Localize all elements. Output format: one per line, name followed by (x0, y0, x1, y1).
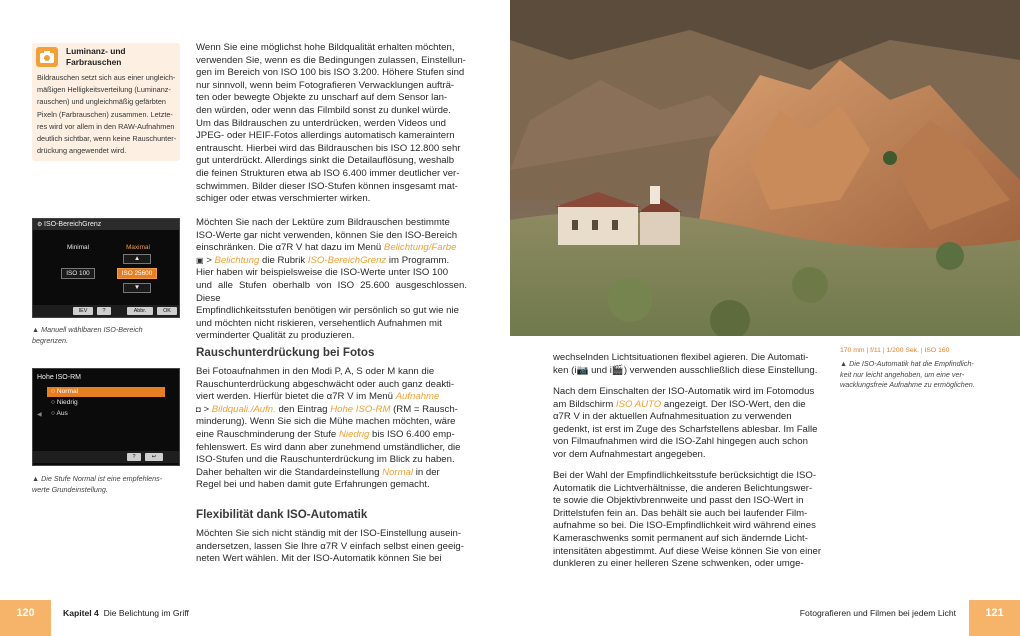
body-paragraph-3: Bei Fotoaufnahmen in den Modi P, A, S oder M kann die Rauschunterdrückung abgeschwächt oder auch ganz deakti- viert werden. Hierfür bietet die α7R V im Menü Aufnahme ◘ > Bildquali./Aufn. den Eintrag Hohe ISO-RM (RM = Rausch- minderung). Wenn Sie sich die Mühe machen möchten, wäre eine Rauschminderung der Stufe Niedrig bis ISO 6.400 emp- fehlenswert. Es wird dann aber zunehmend umständlicher, die ISO-Stufen und die Rauschunterdrückung im Blick zu haben. Daher behalten wir die Standardeinstellung Normal in der Regel bei und haben damit gute Erfahrungen gemacht. (196, 366, 461, 491)
screen-title: ⚙ ISO-BereichGrenz (33, 219, 179, 230)
heading-rauschunterdrueckung: Rauschunterdrückung bei Fotos (196, 346, 375, 359)
option-aus[interactable]: ○ Aus (51, 410, 68, 417)
cancel-button[interactable]: Abbr. (127, 307, 153, 315)
footer-chapter: Kapitel 4 Die Belichtung im Griff (63, 608, 189, 618)
footer-right-title: Fotografieren und Filmen bei jedem Licht (799, 608, 956, 618)
high-iso-nr-screen (32, 368, 180, 466)
body-paragraph-6: Nach dem Einschalten der ISO-Automatik wird im Fotomodus am Bildschirm ISO AUTO angezeigt. Der ISO-Wert, den die α7R V in der aktuellen Aufnahmesituation zu verwenden gedenkt, ist erst im Zuge des Scharfstellens ablesbar. Im Falle von Filmaufnahmen wird die ISO-Zahl hingegen auch schon vor dem Aufnahmestart angegeben. (553, 386, 818, 460)
tip-title: Luminanz- und Farbrauschen (66, 46, 126, 67)
right-page-number: 121 (969, 600, 1020, 636)
max-iso-field[interactable]: ISO 25600 (117, 268, 157, 279)
help-button[interactable]: ? (97, 307, 111, 315)
option-niedrig[interactable]: ○ Niedrig (51, 399, 78, 406)
maximal-label: Maximal (126, 244, 150, 251)
body-paragraph-4: Möchten Sie sich nicht ständig mit der ISO-Einstellung ausein- andersetzen, lassen Sie Ihre α7R V einfach selbst einen geeig- neten Wert wählen. Mit der ISO-Automatik können Sie bei (196, 528, 464, 565)
camera-icon (36, 47, 58, 67)
minimal-label: Minimal (66, 244, 89, 251)
help-button[interactable]: ? (127, 453, 141, 461)
body-paragraph-5: wechselnden Lichtsituationen flexibel agieren. Die Automati- ken (i📷 und i🎬) verwenden ausschließlich diese Einstellung. (553, 352, 818, 376)
iso-range-screen (32, 218, 180, 318)
body-paragraph-1: Wenn Sie eine möglichst hohe Bildqualität erhalten möchten, verwenden Sie, wenn es die Bedingungen zulassen, Einstellun- gen im Bereich von ISO 100 bis ISO 3.200. Höhere Stufen sind nur sinnvoll, wenn beim Fotografieren Verwacklungen aufträ- ten oder bewegte Objekte zu unscharf auf dem Sensor lan- den würden, oder wenn das Filmbild sonst zu dunkel würde. Um das Bildrauschen zu unterdrücken, werden Videos und JPEG- oder HEIF-Fotos allerdings automatisch kameraintern entrauscht. Hierbei wird das Bildrauschen bis ISO 12.800 sehr gut unterdrückt. Allerdings sinkt die Detailauflösung, weshalb die feinen Strukturen etwa ab ISO 6.400 immer deutlicher ver- schwimmen. Bilder dieser ISO-Stufen können insgesamt mat- schiger oder etwas verschmierter wirken. (196, 42, 466, 205)
min-iso-field[interactable]: ISO 100 (61, 268, 95, 279)
back-button[interactable]: ↩ (145, 453, 163, 461)
body-paragraph-2: Möchten Sie nach der Lektüre zum Bildrauschen bestimmte ISO-Werte gar nicht verwenden, können Sie den ISO-Bereich einschränken. Die α7R V hat dazu im Menü Belichtung/Farbe ▣ > Belichtung die Rubrik ISO-BereichGrenz im Programm. Hier haben wir beispielsweise die ISO-Werte unter ISO 100 und alle Stufen oberhalb von ISO 25.600 ausgeschlossen. Diese Empfindlichkeitsstufen benötigen wir persönlich so gut wie nie und möchten nicht riskieren, versehentlich Aufnahmen mit verminderter Qualität zu produzieren. (196, 217, 467, 342)
photo-caption: ▲ Die ISO-Automatik hat die Empfindlich- keit nur leicht angehoben, um eine ver- wacklungsfreie Aufnahme zu ermöglichen. (840, 359, 975, 389)
option-normal[interactable]: ○ Normal (47, 387, 165, 397)
body-paragraph-7: Bei der Wahl der Empfindlichkeitsstufe berücksichtigt die ISO- Automatik die Lichtverhältnisse, die anderen Belichtungswer- te sowie die Objektivbrennweite und passt den ISO-Wert in Drittelstufen fein an. Das behält sie auch bei laufender Film- aufnahme so bei. Die ISO-Empfindlichkeit wird während eines Kameraschwenks somit permanent auf sich ändernde Licht- intensitäten abgestimmt. Auf diese Weise können Sie von einer dunkleren zu einer helleren Szene schwenken, oder umge- (553, 470, 822, 570)
up-arrow-icon[interactable]: ▲ (123, 254, 151, 264)
iev-button[interactable]: IEV (73, 307, 93, 315)
caption-iso-range: ▲ Manuell wählbaren ISO-Bereich begrenzen. (32, 325, 143, 345)
camera-menu-icon: ◘ (196, 404, 201, 414)
heading-flexibilitaet: Flexibilität dank ISO-Automatik (196, 508, 368, 521)
left-arrow-icon[interactable]: ◀ (37, 412, 42, 418)
screen-button-bar (33, 451, 179, 463)
menu-icon: ▣ (196, 255, 204, 265)
landscape-photo (510, 0, 1020, 336)
ok-button[interactable]: OK (157, 307, 177, 315)
left-page-number: 120 (0, 600, 51, 636)
screen-title: Hohe ISO-RM (33, 372, 179, 384)
down-arrow-icon[interactable]: ▼ (123, 283, 151, 293)
screen-button-bar (33, 305, 179, 317)
photo-exif: 170 mm | f/11 | 1/200 Sek. | ISO 160 (840, 347, 950, 354)
tip-body: Bildrauschen setzt sich aus einer ungleich- mäßigen Helligkeitsverteilung (Luminanz- rauschen) und ungleichmäßig gefärbten Pixeln (Farbrauschen) zusammen. Letzte- res wird vor allem in den RAW-Aufnahmen deutlich sichtbar, wenn keine Rauschunter- drückung angewendet wird. (37, 73, 177, 156)
caption-high-iso-nr: ▲ Die Stufe Normal ist eine empfehlens- werte Grundeinstellung. (32, 474, 163, 494)
